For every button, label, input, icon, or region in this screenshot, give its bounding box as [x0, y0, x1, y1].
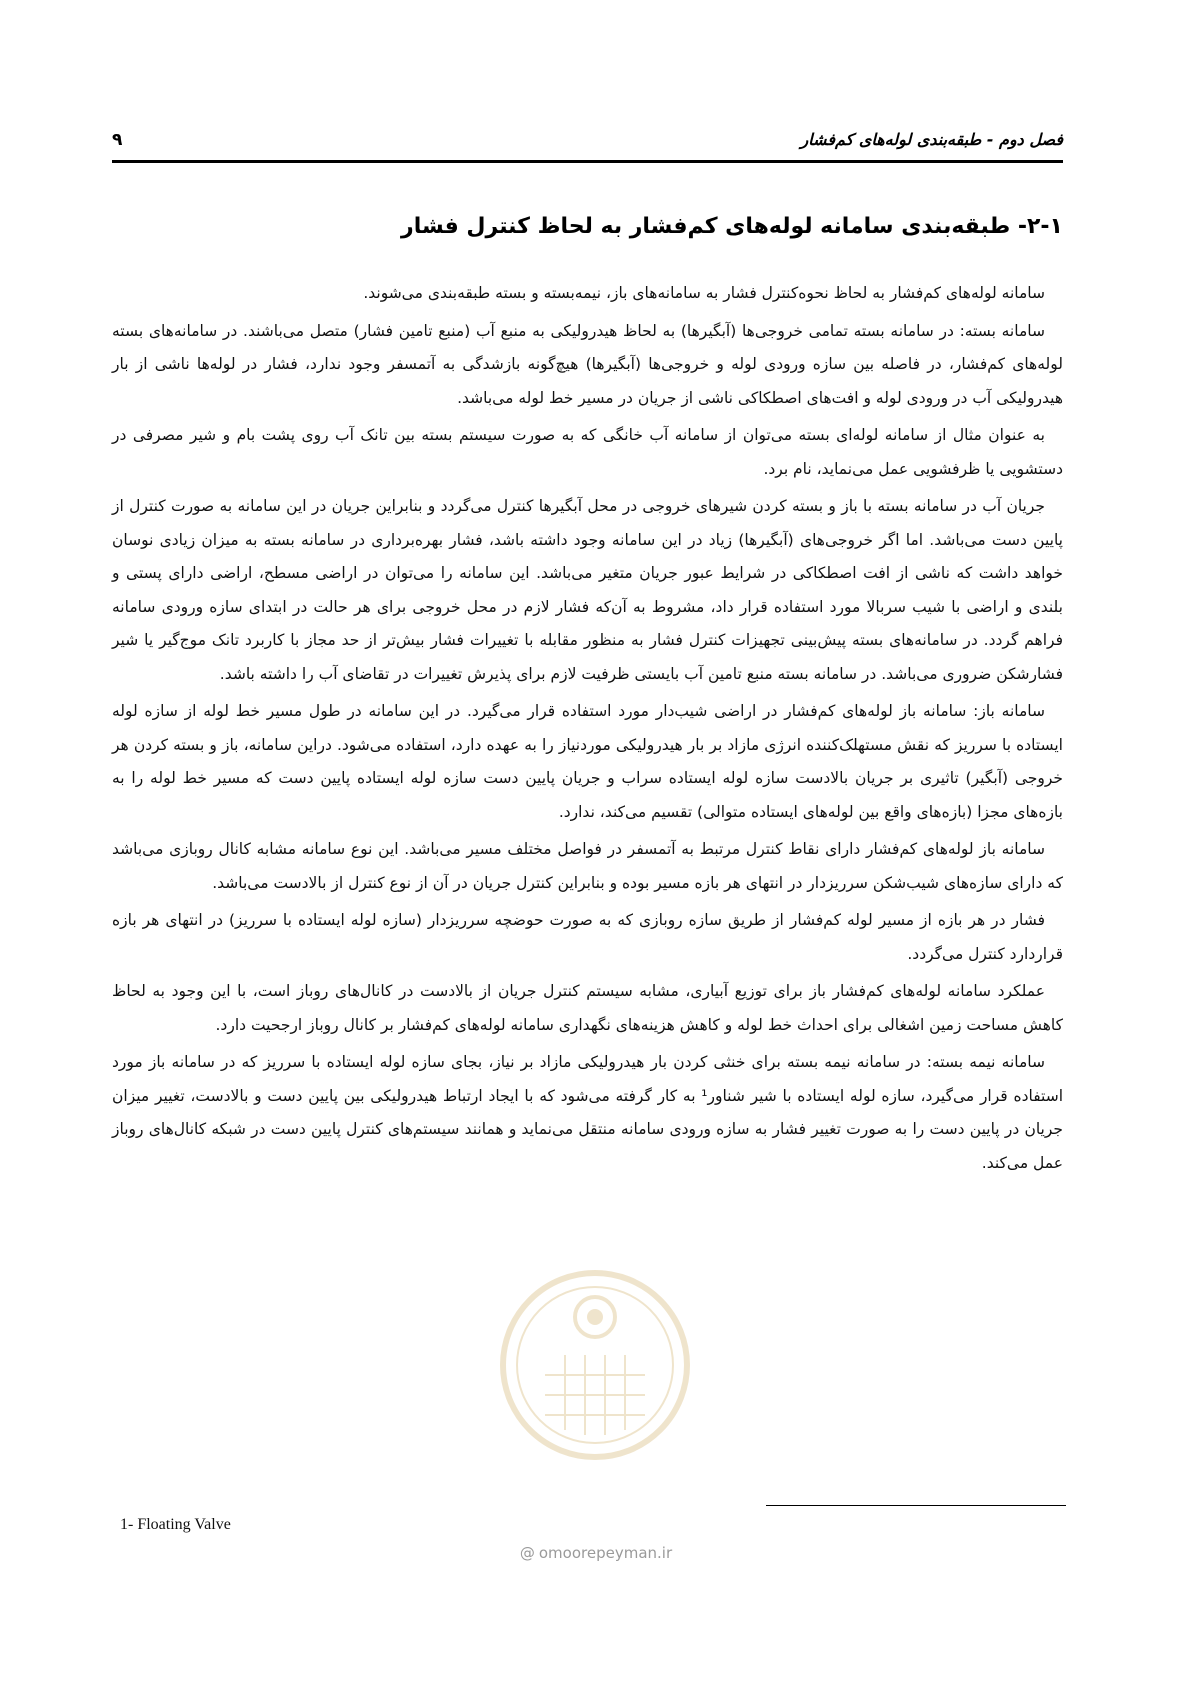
- seal-logo-watermark: [495, 1255, 695, 1485]
- paragraph: عملکرد سامانه لوله‌های کم‌فشار باز برای توزیع آبیاری، مشابه سیستم کنترل جریان از بالادست در کانال‌های روباز است، با این وجود به لحاظ کاهش مساحت زمین اشغالی برای احداث خط لوله و کاهش هزینه‌های نگهداری سامانه لوله‌های کم‌فشار بر کانال روباز ارجحیت دارد.: [112, 982, 1063, 1034]
- paragraph: سامانه باز: سامانه باز لوله‌های کم‌فشار در اراضی شیب‌دار مورد استفاده قرار می‌گیرد. در این سامانه در طول مسیر خط لوله از سازه لوله ایستاده با سرریز که نقش مستهلک‌کننده انرژی مازاد بر بار هیدرولیکی موردنیاز را به عهده دارد، استفاده می‌شود. دراین سامانه، باز و بسته کردن هر خروجی (آبگیر) تاثیری بر جریان بالادست سازه لوله ایستاده سراب و جریان پایین دست سازه لوله ایستاده پایین دست که مسیر خط لوله را به بازه‌های مجزا (بازه‌های واقع بین لوله‌های ایستاده متوالی) تقسیم می‌کند، ندارد.: [112, 702, 1063, 821]
- paragraph: سامانه باز لوله‌های کم‌فشار دارای نقاط کنترل مرتبط به آتمسفر در فواصل مختلف مسیر می‌باشد. این نوع سامانه مشابه کانال روبازی می‌باشد که دارای سازه‌های شیب‌شکن سرریزدار در انتهای هر بازه مسیر بوده و بنابراین کنترل جریان در آن از نوع کنترل از بالادست می‌باشد.: [112, 840, 1063, 892]
- running-header: [112, 130, 1063, 163]
- paragraph: سامانه لوله‌های کم‌فشار به لحاظ نحوه‌کنترل فشار به سامانه‌های باز، نیمه‌بسته و بسته طبقه‌بندی می‌شوند.: [363, 284, 1045, 302]
- footnote: 1- Floating Valve: [120, 1516, 231, 1533]
- at-icon: @: [519, 1544, 535, 1562]
- page-number: ۹: [112, 130, 123, 150]
- watermark-site-text: omoorepeyman.ir: [538, 1544, 673, 1562]
- paragraph: فشار در هر بازه از مسیر لوله کم‌فشار از طریق سازه روبازی که به صورت حوضچه سرریزدار (سازه لوله ایستاده با سرریز) در انتهای هر بازه قراردارد کنترل می‌گردد.: [112, 911, 1063, 963]
- section-heading: ۲-۱- طبقه‌بندی سامانه لوله‌های کم‌فشار به لحاظ کنترل فشار: [401, 214, 1063, 239]
- paragraph: سامانه نیمه بسته: در سامانه نیمه بسته برای خنثی کردن بار هیدرولیکی مازاد بر نیاز، بجای سازه لوله ایستاده با سرریز که در سامانه باز مورد استفاده قرار می‌گیرد، سازه لوله ایستاده با شیر شناور¹ به کار گرفته می‌شود که با ایجاد ارتباط هیدرولیکی بین پایین دست و بالادست، تغییر میزان جریان در پایین دست را به صورت تغییر فشار به سازه ورودی سامانه منتقل می‌نماید و همانند سیستم‌های کنترل پایین دست در شبکه کانال‌های روباز عمل می‌کند.: [112, 1053, 1064, 1172]
- body-text: [112, 277, 1063, 1184]
- paragraph: جریان آب در سامانه بسته با باز و بسته کردن شیرهای خروجی در محل آبگیرها کنترل می‌گردد و بنابراین جریان در این سامانه به صورت کنترل از پایین دست می‌باشد. اما اگر خروجی‌های (آبگیرها) زیاد در این سامانه وجود داشته باشد، فشار بهره‌برداری در سامانه بسته به میزان زیادی نوسان خواهد داشت که ناشی از افت اصطکاکی در شرایط عبور جریان متغیر می‌باشد. این سامانه را می‌توان در اراضی مسطح، اراضی دارای پستی و بلندی و اراضی با شیب سربالا مورد استفاده قرار داد، مشروط به آن‌که فشار لازم در محل خروجی برای هر حالت در ابتدای سازه ورودی سامانه فراهم گردد. در سامانه‌های بسته پیش‌بینی تجهیزات کنترل فشار به منظور مقابله با تغییرات فشار بیش‌تر از حد مجاز با کاربرد تانک موج‌گیر یا شیر فشارشکن ضروری می‌باشد. در سامانه بسته منبع تامین آب بایستی ظرفیت لازم برای پذیرش تغییرات در تقاضای آب را داشته باشد.: [112, 497, 1063, 683]
- seal-logo-icon: [495, 1255, 695, 1485]
- footnote-divider: [766, 1505, 1066, 1506]
- paragraph: سامانه بسته: در سامانه بسته تمامی خروجی‌ها (آبگیرها) به لحاظ هیدرولیکی به منبع آب (منبع تامین فشار) متصل می‌باشند. در سامانه‌های بسته لوله‌های کم‌فشار، در فاصله بین سازه ورودی لوله و خروجی‌ها (آبگیرها) هیچ‌گونه بازشدگی به آتمسفر وجود ندارد، فشار در لوله‌ها ناشی از بار هیدرولیکی آب در ورودی لوله و افت‌های اصطکاکی ناشی از جریان در مسیر خط لوله می‌باشد.: [112, 321, 1063, 407]
- chapter-title: فصل دوم - طبقه‌بندی لوله‌های کم‌فشار: [800, 130, 1063, 149]
- paragraph: به عنوان مثال از سامانه لوله‌ای بسته می‌توان از سامانه آب خانگی که به صورت سیستم بسته بین تانک آب روی پشت بام و شیر مصرفی در دستشویی یا ظرفشویی عمل می‌نماید، نام برد.: [112, 426, 1063, 478]
- watermark-site: [496, 1544, 696, 1562]
